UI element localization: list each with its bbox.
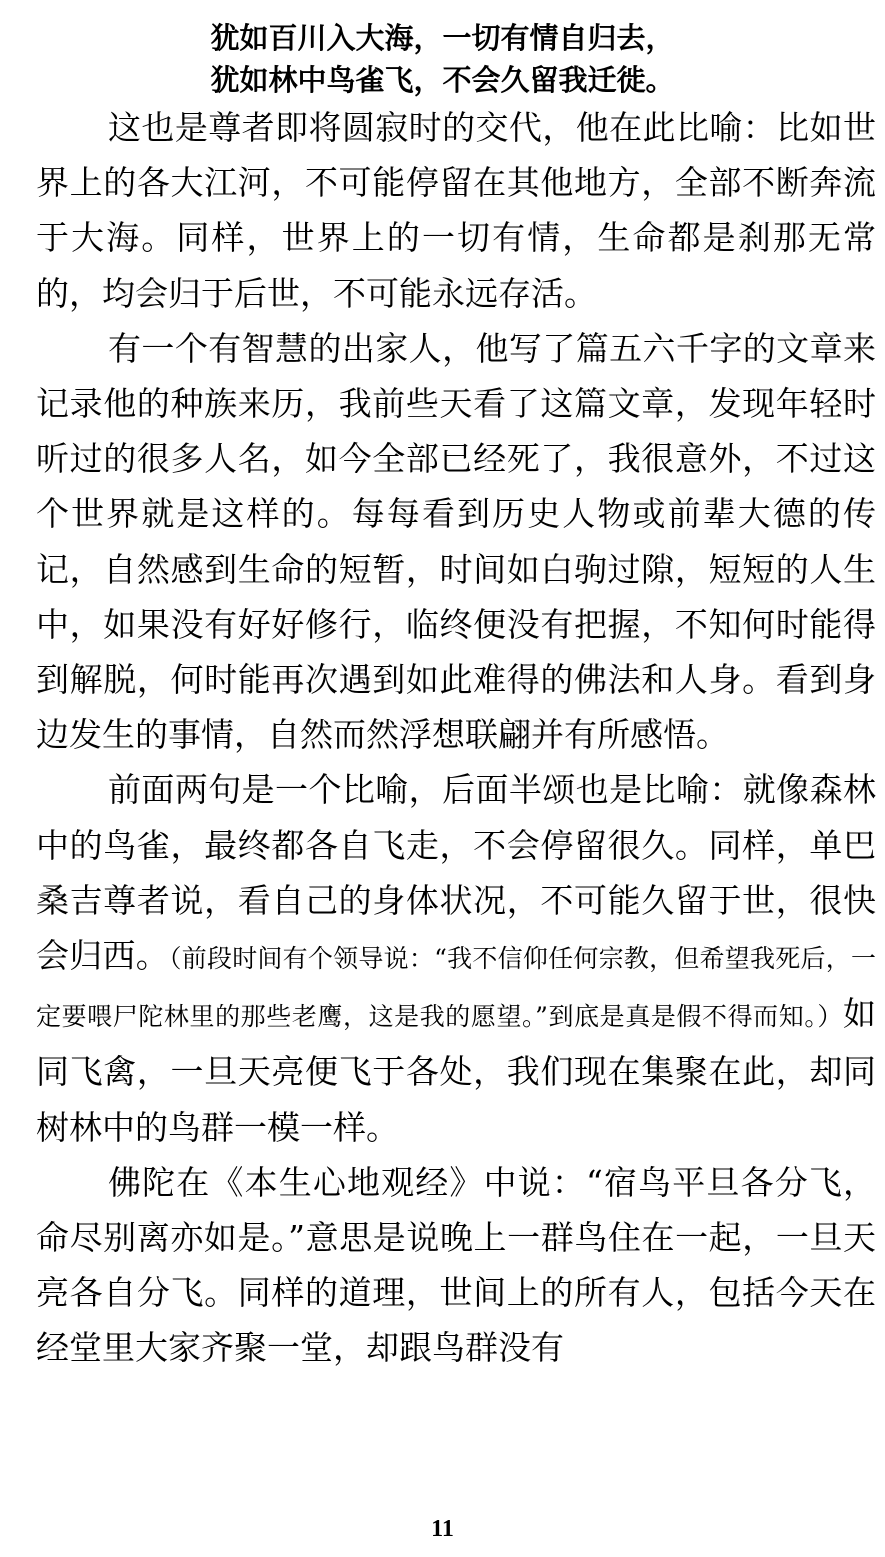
page-number: 11: [431, 1516, 454, 1542]
paragraph-2: 有一个有智慧的出家人，他写了篇五六千字的文章来记录他的种族来历，我前些天看了这篇文章，发现年轻时听过的很多人名，如今全部已经死了，我很意外，不过这个世界就是这样的。每每看到历史人物或前辈大德的传记，自然感到生命的短暂，时间如白驹过隙，短短的人生中，如果没有好好修行，临终便没有把握，不知何时能得到解脱，何时能再次遇到如此难得的佛法和人身。看到身边发生的事情，自然而然浮想联翩并有所感悟。: [36, 328, 876, 755]
verse-line-1: 犹如百川入大海，一切有情自归去，: [210, 21, 675, 55]
verse-line-2: 犹如林中鸟雀飞，不会久留我迁徙。: [210, 63, 675, 97]
paragraph-3-note: （前段时间有个领导说：“我不信仰任何宗教，但希望我死后，一定要喂尸陀林里的那些老鹰，这是我的愿望。”到底是真是假不得而知。）: [36, 944, 876, 1032]
paragraph-3: [36, 762, 876, 1154]
paragraph-1: 这也是尊者即将圆寂时的交代，他在此比喻：比如世界上的各大江河，不可能停留在其他地方，全部不断奔流于大海。同样，世界上的一切有情，生命都是刹那无常的，均会归于后世，不可能永远存活。: [36, 108, 876, 313]
paragraph-3-end: 如同飞禽，一旦天亮便飞于各处，我们现在集聚在此，却同树林中的鸟群一模一样。: [36, 994, 876, 1147]
paragraph-4: 佛陀在《本生心地观经》中说：“宿鸟平旦各分飞，命尽别离亦如是。”意思是说晚上一群鸟住在一起，一旦天亮各自分飞。同样的道理，世间上的所有人，包括今天在经堂里大家齐聚一堂，却跟鸟群没有: [36, 1162, 876, 1368]
paragraph-3-main: 前面两句是一个比喻，后面半颂也是比喻：就像森林中的鸟雀，最终都各自飞走，不会停留很久。同样，单巴桑吉尊者说，看自己的身体状况，不可能久留于世，很快会归西。: [36, 770, 876, 976]
body-text: [36, 100, 876, 1376]
